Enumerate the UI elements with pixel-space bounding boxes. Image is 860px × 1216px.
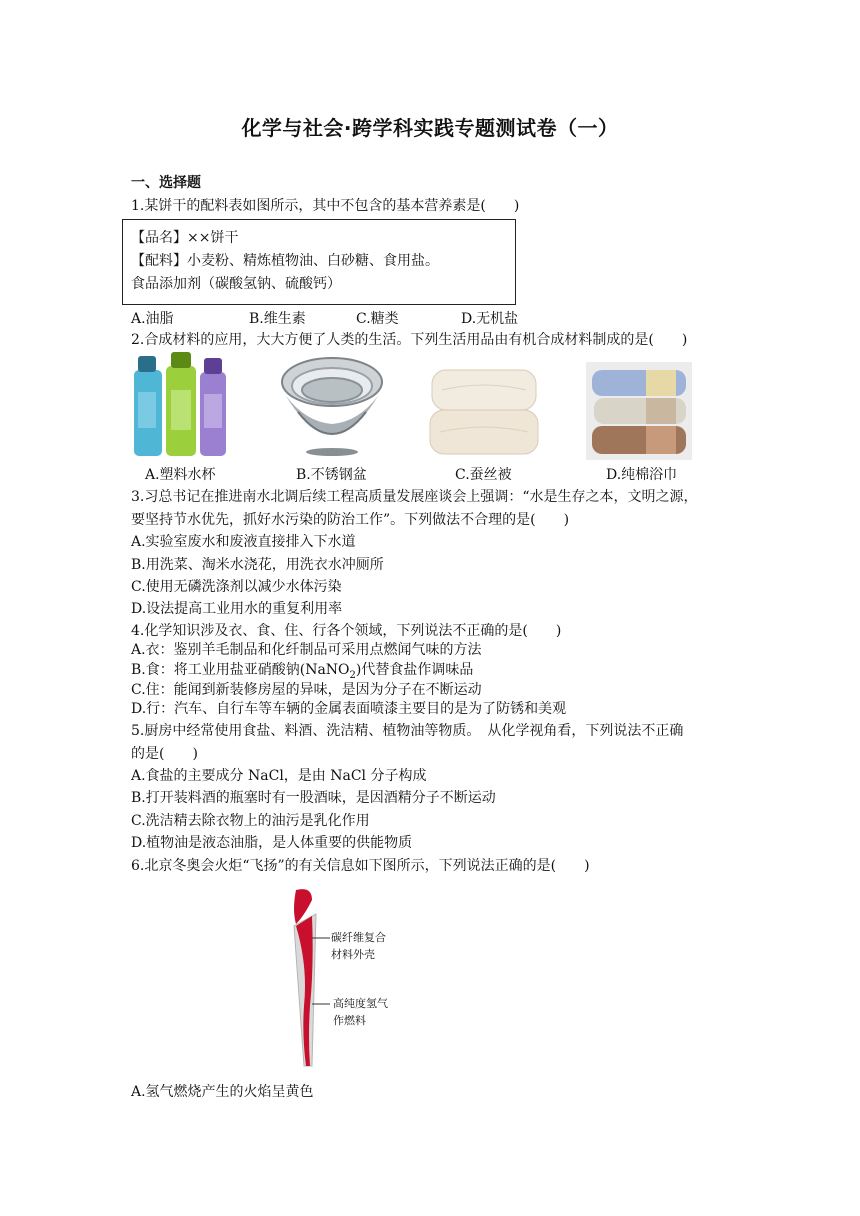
ingredient-box-line: 【品名】××饼干	[131, 230, 239, 246]
option-a: A.氢气燃烧产生的火焰呈黄色	[131, 1084, 314, 1100]
question-5-stem: 5.厨房中经常使用食盐、料酒、洗洁精、植物油等物质。 从化学视角看，下列说法不正确	[131, 723, 684, 739]
torch-leader-lines	[312, 930, 332, 1020]
ingredient-box	[122, 219, 516, 305]
option-a: A.实验室废水和废液直接排入下水道	[131, 534, 356, 550]
option-b: B.维生素	[249, 311, 306, 327]
question-2-stem: 2.合成材料的应用，大大方便了人类的生活。下列生活用品由有机合成材料制成的是( )	[131, 332, 688, 348]
option-d: D.设法提高工业用水的重复利用率	[131, 601, 343, 617]
option-a: A.衣：鉴别羊毛制品和化纤制品可采用点燃闻气味的方法	[131, 642, 482, 658]
torch-label-shell-cont: 材料外壳	[331, 948, 375, 961]
page-title: 化学与社会·跨学科实践专题测试卷（一）	[241, 116, 619, 140]
option-d: D.无机盐	[461, 311, 519, 327]
torch-label-fuel-cont: 作燃料	[333, 1014, 366, 1027]
option-b-text: B.食：将工业用盐亚硝酸钠(NaNO	[131, 662, 350, 678]
question-3-stem-cont: 要坚持节水优先，抓好水污染的防治工作”。下列做法不合理的是( )	[131, 512, 570, 528]
steel-basins-image	[278, 352, 386, 460]
caption-a: A.塑料水杯	[145, 467, 216, 483]
question-5-stem-cont: 的是( )	[131, 746, 198, 762]
section-heading: 一、选择题	[131, 175, 201, 191]
subscript: 2	[349, 669, 356, 681]
caption-c: C.蚕丝被	[455, 467, 512, 483]
question-3-stem: 3.习总书记在推进南水北调后续工程高质量发展座谈会上强调：“水是生存之本，文明之源，	[131, 489, 698, 505]
option-b: B.打开装料酒的瓶塞时有一股酒味，是因酒精分子不断运动	[131, 790, 496, 806]
option-b: B.用洗菜、淘米水浇花，用洗衣水冲厕所	[131, 557, 384, 573]
option-c: C.糖类	[356, 311, 399, 327]
caption-b: B.不锈钢盆	[296, 467, 367, 483]
option-c: C.住：能闻到新装修房屋的异味，是因为分子在不断运动	[131, 682, 482, 698]
option-d: D.植物油是液态油脂，是人体重要的供能物质	[131, 835, 413, 851]
question-6-stem: 6.北京冬奥会火炬“飞扬”的有关信息如下图所示，下列说法正确的是( )	[131, 858, 590, 874]
question-1-stem: 1.某饼干的配料表如图所示，其中不包含的基本营养素是( )	[131, 198, 520, 214]
torch-label-shell: 碳纤维复合	[331, 931, 386, 944]
option-d: D.行：汽车、自行车等车辆的金属表面喷漆主要目的是为了防锈和美观	[131, 701, 567, 717]
ingredient-box-line: 食品添加剂（碳酸氢钠、硫酸钙）	[131, 276, 341, 292]
silk-quilt-image	[428, 368, 540, 456]
option-b-text-end: )代替食盐作调味品	[355, 662, 474, 678]
question-4-stem: 4.化学知识涉及衣、食、住、行各个领域，下列说法不正确的是( )	[131, 623, 562, 639]
torch-label-fuel: 高纯度氢气	[333, 997, 388, 1010]
option-a: A.油脂	[131, 311, 174, 327]
caption-d: D.纯棉浴巾	[606, 467, 678, 483]
ingredient-box-line: 【配料】小麦粉、精炼植物油、白砂糖、食用盐。	[131, 253, 439, 269]
water-bottles-image	[130, 352, 230, 460]
cotton-towels-image	[586, 362, 692, 460]
option-a: A.食盐的主要成分 NaCl，是由 NaCl 分子构成	[131, 768, 427, 784]
option-c: C.使用无磷洗涤剂以减少水体污染	[131, 579, 342, 595]
option-c: C.洗洁精去除衣物上的油污是乳化作用	[131, 813, 370, 829]
